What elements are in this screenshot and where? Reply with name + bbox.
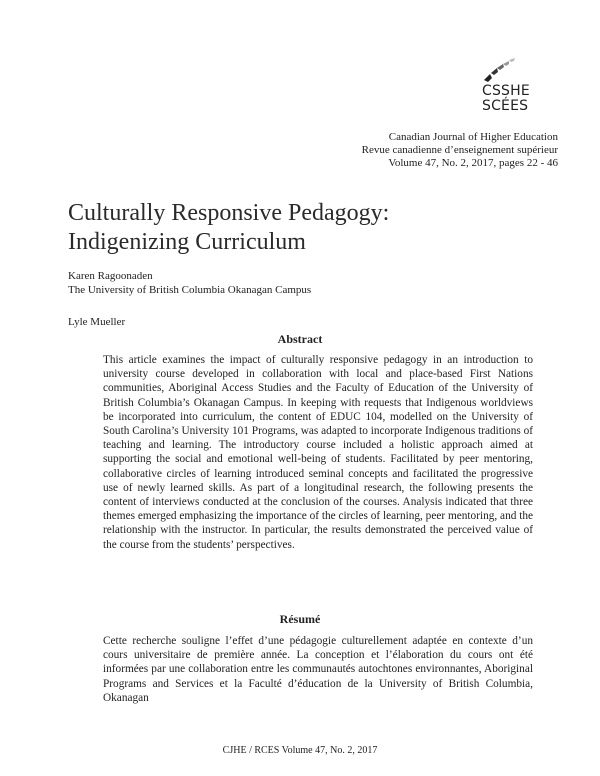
resume-heading: Résumé xyxy=(279,612,321,626)
logo-line-2: SCÉES xyxy=(482,98,529,114)
author-name-1: Karen Ragoonaden xyxy=(68,270,153,282)
journal-header xyxy=(362,131,558,170)
title-line-1: Culturally Responsive Pedagogy: xyxy=(68,200,390,226)
article-title xyxy=(68,199,548,257)
author-name-2: Lyle Mueller xyxy=(68,316,126,328)
author-affiliation-1: The University of British Columbia Okanagan Campus xyxy=(68,284,312,296)
birds-in-flight-logo-icon xyxy=(482,56,522,84)
resume-text: Cette recherche souligne l’effet d’une pédagogie culturellement adaptée en contexte d’un cours universitaire de première année. La conception et l’élaboration du cours ont été informées par une collaboration entre les communautés autochtones environnantes, Aboriginal Programs and Services et la Faculté d’éducation de la University of British Columbia, Okanagan xyxy=(103,635,533,704)
journal-name-fr: Revue canadienne d’enseignement supérieur xyxy=(361,144,558,156)
journal-name-en: Canadian Journal of Higher Education xyxy=(388,131,558,143)
page-footer: CJHE / RCES Volume 47, No. 2, 2017 xyxy=(222,745,378,756)
abstract-heading: Abstract xyxy=(277,332,323,346)
author-block xyxy=(68,269,311,297)
abstract-text: This article examines the impact of culturally responsive pedagogy in an introduction to university course developed in collaboration with local and place-based First Nations communities, Aboriginal Access Studies and the Faculty of Education of the University of British Columbia’s Okanagan Campus. In keeping with requests that Indigenous worldviews be incorporated into curriculum, the content of EDUC 104, modelled on the University of South Carolina’s University 101 Programs, was adapted to incorporate Indigenous traditions of teaching and learning. The introductory course included a holistic approach aimed at supporting the social and emotional well-being of students. Facilitated by peer mentoring, collaborative circles of learning introduced seminal concepts and facilitated the progressive use of newly learned skills. As part of a longitudinal research, the following presents the content of interviews conducted at the conclusion of the courses. Analysis indicated that three themes emerged emphasizing the importance of the circles of learning, peer mentoring, and the relationship with the instructor. In particular, the results demonstrated the perceived value of the course from the students’ perspectives. xyxy=(103,354,533,551)
title-line-2: Indigenizing Curriculum xyxy=(68,229,306,255)
csshe-logo xyxy=(482,56,552,126)
journal-volume: Volume 47, No. 2, 2017, pages 22 - 46 xyxy=(388,157,558,169)
logo-line-1: CSSHE xyxy=(482,83,530,99)
logo-text xyxy=(482,84,530,114)
